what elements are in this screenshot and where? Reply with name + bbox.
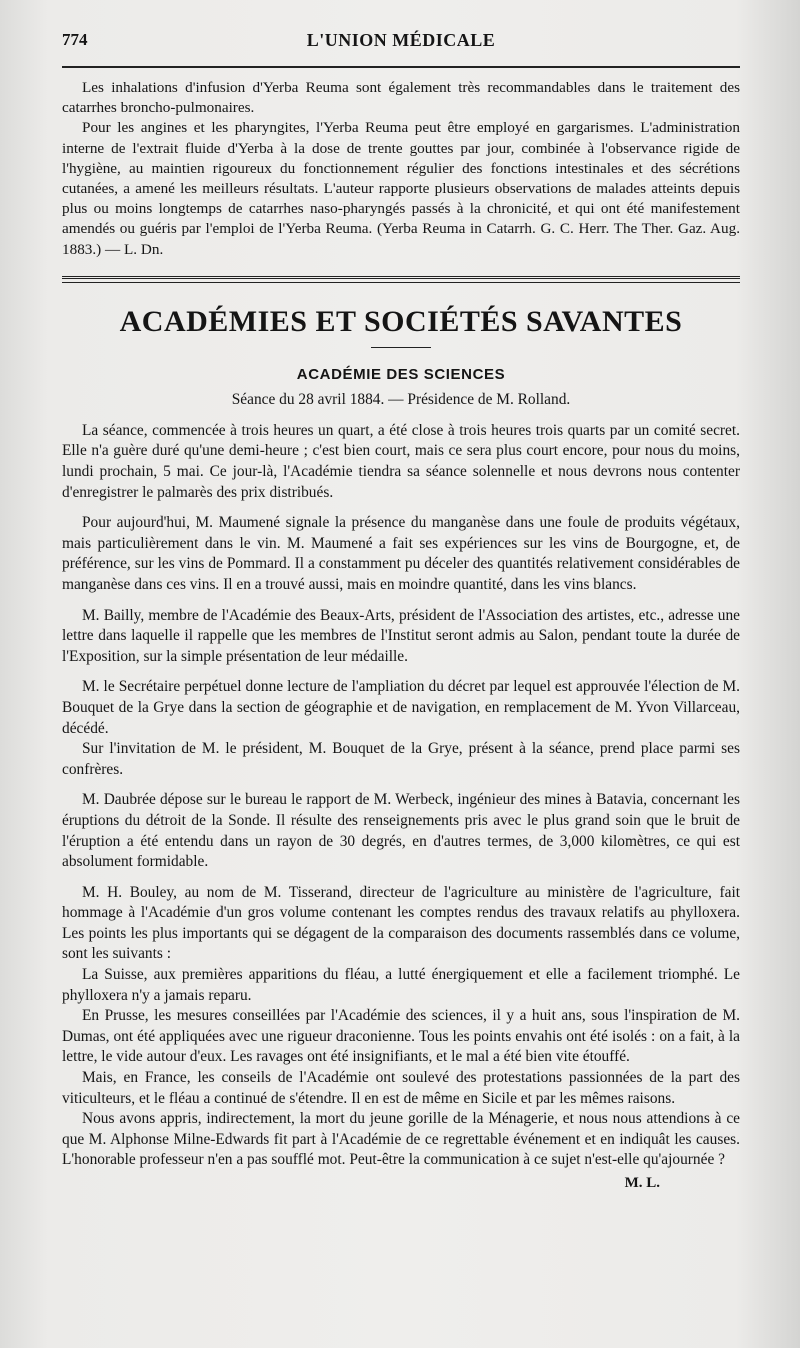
intro-paragraph-2: Pour les angines et les pharyngites, l'Yerba Reuma peut être employé en gargarismes. L'administration interne de l'extrait fluide d'Yerba à la dose de trente gouttes par jour, combinée à l'observance rigide de l'hygiène, au maintien rigoureux du fonctionnement régulier des fonctions intestinales et des sécrétions cutanées, a amené les meilleurs résultats. L'auteur rapporte plusieurs observations de malades atteints depuis plus ou moins longtemps de catarrhes naso-pharyngés passés à la chronicité, et qui ont été manifestement amendés ou guéris par l'emploi de l'Yerba Reuma. (Yerba Reuma in Catarrh. G. C. Herr. The Ther. Gaz. Aug. 1883.) — L. Dn. bbox=[62, 119, 740, 258]
page-header bbox=[62, 24, 740, 64]
paragraph: Sur l'invitation de M. le président, M. Bouquet de la Grye, présent à la séance, prend place parmi ses confrères. bbox=[62, 740, 740, 778]
paragraph: M. Daubrée dépose sur le bureau le rapport de M. Werbeck, ingénieur des mines à Batavia, concernant les éruptions du détroit de la Sonde. Il résulte des renseignements pris avec le plus grand soin que le bruit de l'éruption a été entendu dans un rayon de 30 degrés, en d'autres termes, de 3,000 kilomètres, ce qui est absolument formidable. bbox=[62, 791, 740, 871]
page-number: 774 bbox=[62, 30, 88, 49]
subsection-title: ACADÉMIE DES SCIENCES bbox=[296, 365, 506, 383]
running-title: L'UNION MÉDICALE bbox=[306, 30, 496, 50]
signature: M. L. bbox=[624, 1175, 660, 1192]
intro-section bbox=[62, 78, 740, 260]
paragraph: Pour aujourd'hui, M. Maumené signale la présence du manganèse dans une foule de produits végétaux, mais particulièrement dans le vin. M. Maumené a fait ses expériences sur les vins de Bourgogne, et, de préférence, sur les vins de Pommard. Il a constamment pu déceler des quantités relativement considérables de manganèse dans ces vins. Il en a trouvé aussi, mais en moindre quantité, dans les vins blancs. bbox=[62, 514, 740, 593]
paragraph: Nous avons appris, indirectement, la mort du jeune gorille de la Ménagerie, et nous nous attendions à ce que M. Alphonse Milne-Edwards fit part à l'Académie de ce regrettable événement et en indiquât les causes. L'honorable professeur n'en a pas soufflé mot. Peut-être la communication à ce sujet n'est-elle qu'ajournée ? bbox=[62, 1110, 740, 1169]
article-body bbox=[62, 421, 740, 1171]
header-rule bbox=[62, 66, 740, 68]
paragraph: M. le Secrétaire perpétuel donne lecture de l'ampliation du décret par lequel est approuvée l'élection de M. Bouquet de la Grye dans la section de géographie et de navigation, en remplacement de M. Yvon Villarceau, décédé. bbox=[62, 678, 740, 737]
intro-paragraph-1: Les inhalations d'infusion d'Yerba Reuma sont également très recommandables dans le traitement des catarrhes broncho-pulmonaires. bbox=[62, 79, 740, 117]
paragraph: M. Bailly, membre de l'Académie des Beaux-Arts, président de l'Association des artistes, etc., adresse une lettre dans laquelle il rappelle que les membres de l'Institut seront admis au Salon, pendant toute la durée de l'Exposition, sur la simple présentation de leur médaille. bbox=[62, 606, 740, 665]
paragraph: Mais, en France, les conseils de l'Académie ont soulevé des protestations passionnées de la part des viticulteurs, et le fléau a continué de s'étendre. Il en est de même en Sicile et par les mêmes raisons. bbox=[62, 1069, 740, 1107]
section-divider bbox=[62, 276, 740, 283]
seance-line: Séance du 28 avril 1884. — Présidence de M. Rolland. bbox=[231, 390, 571, 408]
paragraph: La séance, commencée à trois heures un quart, a été close à trois heures trois quarts par un comité secret. Elle n'a guère duré qu'une demi-heure ; c'est bien court, mais ce sera plus court encore, pour nous du moins, lundi prochain, 5 mai. Ce jour-là, l'Académie tiendra sa séance solennelle et nous devrons nous contenter d'enregistrer le palmarès des prix distribués. bbox=[62, 421, 740, 501]
section-title: ACADÉMIES ET SOCIÉTÉS SAVANTES bbox=[119, 304, 683, 338]
title-underline bbox=[371, 347, 431, 348]
paragraph: La Suisse, aux premières apparitions du fléau, a lutté énergiquement et elle a facilement triomphé. Le phylloxera n'y a jamais reparu. bbox=[62, 966, 740, 1004]
paragraph: En Prusse, les mesures conseillées par l'Académie des sciences, il y a huit ans, sous l'inspiration de M. Dumas, ont été appliquées avec une rigueur draconienne. Tous les points envahis ont été isolés : on a fait, à la lettre, le vide autour d'eux. Les ravages ont été insignifiants, et le mal a été bien vite étouffé. bbox=[62, 1007, 740, 1066]
paragraph: M. H. Bouley, au nom de M. Tisserand, directeur de l'agriculture au ministère de l'agriculture, fait hommage à l'Académie d'un gros volume contenant les comptes rendus des travaux relatifs au phylloxera. Les points les plus importants qui se dégagent de la comparaison des documents rassemblés dans ce volume, sont les suivants : bbox=[62, 883, 740, 963]
